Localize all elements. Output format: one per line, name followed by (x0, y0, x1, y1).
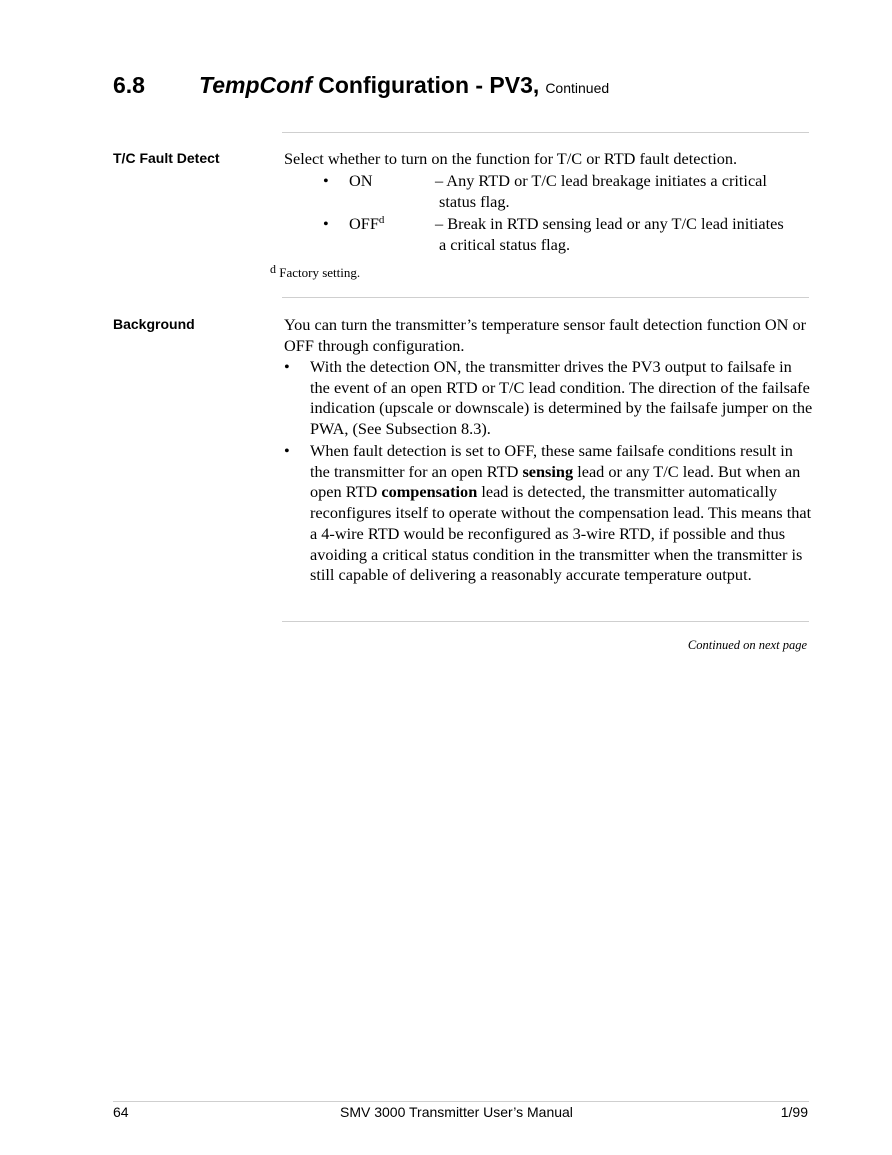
option-description: – Break in RTD sensing lead or any T/C lead initiates (435, 214, 784, 233)
footnote (270, 262, 360, 281)
bullet-text-part: lead is detected, the transmitter automatically reconfigures itself to operate without the compensation lead. This means that a 4-wire RTD would be reconfigured as 3-wire RTD, if possible and thus avoiding a critical status condition in the transmitter when the transmitter is still capable of delivering a reasonably accurate temperature output. (310, 482, 812, 585)
background-bullet-detection-on (284, 357, 814, 440)
bullet-glyph: • (284, 357, 290, 376)
footer-date: 1/99 (780, 1104, 808, 1120)
option-name-text: OFF (349, 214, 379, 233)
section-number: 6.8 (113, 72, 145, 98)
factory-setting-marker: d (378, 214, 385, 226)
footnote-mark: d (270, 262, 276, 276)
tc-fault-detect-label: T/C Fault Detect (113, 150, 220, 166)
section-divider (282, 132, 809, 133)
section-title-italic: TempConf (199, 72, 312, 98)
continued-label: Continued (545, 80, 610, 96)
background-intro: You can turn the transmitter’s temperature sensor fault detection function ON or OFF through configuration. (284, 315, 807, 355)
footnote-text: Factory setting. (276, 265, 361, 280)
option-description: – Any RTD or T/C lead breakage initiates a critical (435, 171, 767, 190)
bullet-text-part: When fault detection is set to OFF, these same failsafe conditions result in the transmitter for an open RTD (310, 441, 793, 481)
bold-term-sensing: sensing (522, 461, 574, 481)
option-description-continued: a critical status flag. (439, 234, 571, 254)
bullet-text-part: lead or any T/C lead. But when an open RTD (310, 461, 801, 502)
section-divider (282, 297, 809, 298)
page-header (113, 72, 833, 106)
section-title-main: Configuration - PV3, (311, 72, 540, 98)
bullet-glyph: • (323, 171, 329, 190)
footer-page-number: 64 (113, 1104, 129, 1120)
bullet-glyph: • (284, 441, 290, 460)
option-off (323, 214, 803, 256)
continued-note: Continued on next page (687, 638, 807, 652)
background-label: Background (113, 316, 195, 332)
bullet-text (310, 441, 814, 586)
option-name (349, 214, 384, 235)
option-description-continued: status flag. (439, 191, 510, 211)
tc-fault-detect-intro: Select whether to turn on the function for T/C or RTD fault detection. (284, 149, 738, 168)
bold-term-compensation: compensation (381, 482, 478, 502)
section-title (199, 72, 609, 99)
bullet-glyph: • (323, 214, 329, 233)
option-on (323, 171, 803, 213)
option-name: ON (349, 171, 373, 190)
bullet-text: With the detection ON, the transmitter drives the PV3 output to failsafe in the event of an open RTD or T/C lead condition. The direction of the failsafe indication (upscale or downscale) is determined by the failsafe jumper on the PWA, (See Subsection 8.3). (310, 357, 813, 439)
background-bullet-detection-off (284, 441, 814, 586)
section-divider (282, 621, 809, 622)
footer-manual-title: SMV 3000 Transmitter User’s Manual (340, 1104, 573, 1120)
footer-divider (113, 1101, 809, 1102)
